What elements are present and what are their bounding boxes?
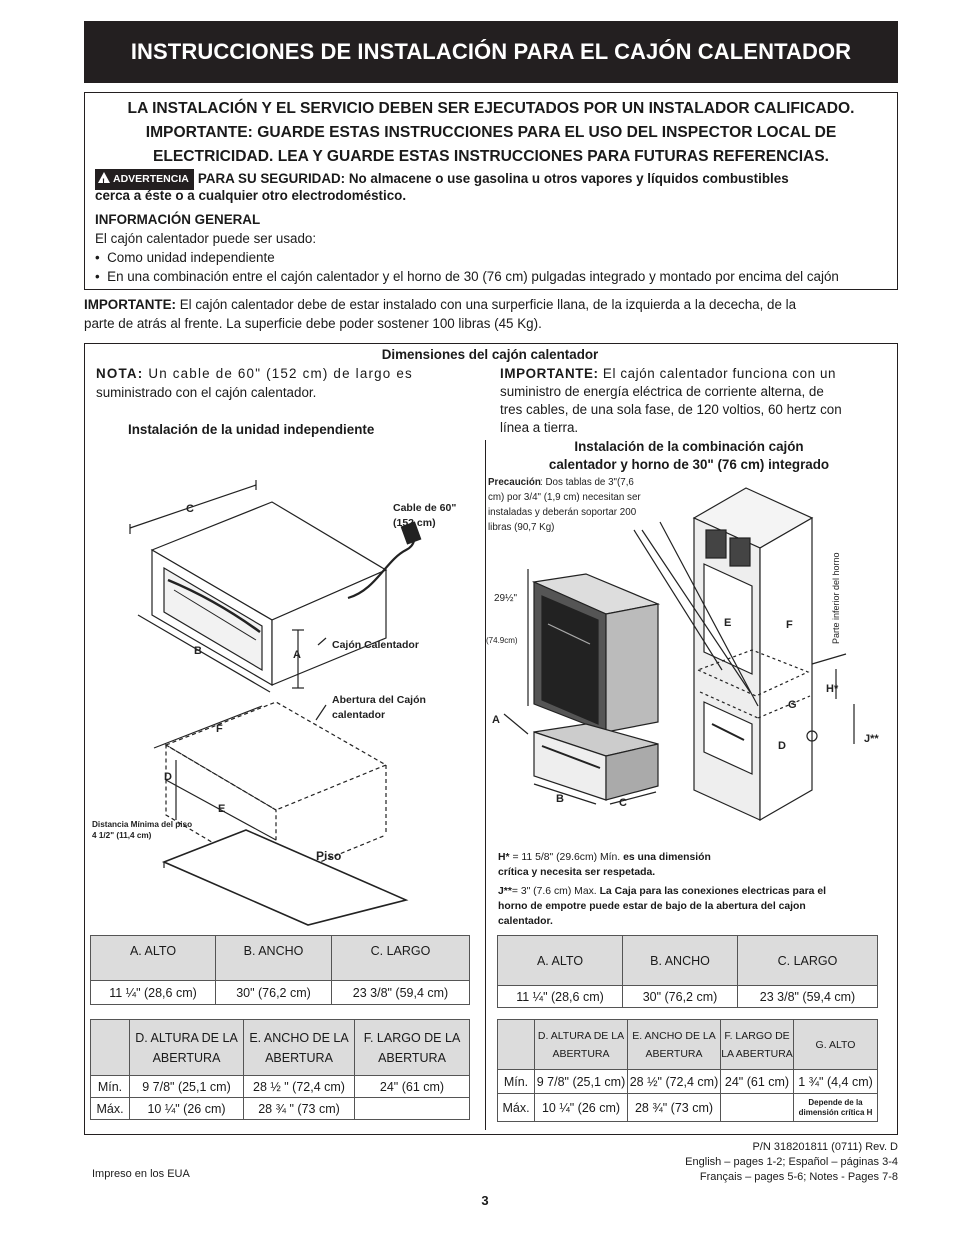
rt2-min-d: 9 7/8" (25,1 cm) xyxy=(535,1070,628,1094)
caution-text-3: instaladas y deberán soportar 200 xyxy=(488,507,637,518)
warning-badge-label: ADVERTENCIA xyxy=(113,173,189,185)
rt1-header-b: B. ANCHO xyxy=(623,936,738,986)
dimensions-title: Dimensiones del cajón calentador xyxy=(381,347,599,362)
combo-label-a: A xyxy=(492,714,500,726)
general-info-bullet-2: • En una combinación entre el cajón calentador y el horno de 30 (76 cm) pulgadas integrado y montado por encima del cajón xyxy=(95,269,839,284)
lt1-value-b: 30" (76,2 cm) xyxy=(216,981,332,1005)
rt2-max-e: 28 ¾" (73 cm) xyxy=(628,1094,721,1122)
important-paragraph-1 xyxy=(84,295,896,314)
combo-title-2: calentador y horno de 30" (76 cm) integrado xyxy=(548,457,830,472)
combo-title-1: Instalación de la combinación cajón xyxy=(574,439,804,454)
combo-label-c: C xyxy=(619,797,627,809)
height-label-1: 29½" xyxy=(494,593,518,604)
note-text-1: Un cable de 60" (152 cm) de largo es xyxy=(143,366,413,381)
cable-label-1: Cable de 60" xyxy=(393,502,457,514)
combo-label-e: E xyxy=(724,617,732,629)
drawer-label: Cajón Calentador xyxy=(332,639,419,651)
h-note-text: = 11 5/8" (29.6cm) Mín. xyxy=(509,852,624,863)
rt1-value-b: 30" (76,2 cm) xyxy=(623,986,738,1008)
label-c: C xyxy=(186,503,194,515)
footer-pn: P/N 318201811 (0711) Rev. D xyxy=(752,1141,898,1153)
rt2-min-label: Mín. xyxy=(498,1070,535,1094)
general-info-bullet-1: • Como unidad independiente xyxy=(95,250,275,265)
general-info-heading: INFORMACIÓN GENERAL xyxy=(95,212,261,227)
rt1-value-a: 11 ¼" (28,6 cm) xyxy=(498,986,623,1008)
rt2-max-f xyxy=(721,1094,794,1122)
lt2-max-e: 28 ¾ " (73 cm) xyxy=(244,1098,355,1120)
notice-line-1: LA INSTALACIÓN Y EL SERVICIO DEBEN SER EJECUTADOS POR UN INSTALADOR CALIFICADO. xyxy=(127,100,855,117)
rt2-header-e: E. ANCHO DE LA ABERTURA xyxy=(628,1020,721,1070)
rt2-header-g: G. ALTO xyxy=(794,1020,878,1070)
standalone-diagram xyxy=(86,480,482,930)
general-info-intro: El cajón calentador puede ser usado: xyxy=(95,231,317,246)
page-number: 3 xyxy=(481,1193,489,1208)
lt2-min-f: 24" (61 cm) xyxy=(355,1076,470,1098)
lt2-header-e: E. ANCHO DE LA ABERTURA xyxy=(244,1020,355,1076)
combo-label-j: J** xyxy=(864,733,879,745)
rt1-header-a: A. ALTO xyxy=(498,936,623,986)
label-e: E xyxy=(218,803,226,815)
important-elec-label: IMPORTANTE: xyxy=(500,366,599,381)
left-table-2 xyxy=(90,1019,470,1120)
cable-label-2: (152 cm) xyxy=(393,517,436,529)
lt1-value-c: 23 3/8" (59,4 cm) xyxy=(332,981,470,1005)
combo-label-g: G xyxy=(788,699,797,711)
important-elec-text-3: tres cables, de una sola fase, de 120 voltios, 60 hertz con xyxy=(500,402,842,417)
lt1-header-a: A. ALTO xyxy=(91,936,216,981)
rt2-max-g: Depende de la dimensión crítica H xyxy=(794,1094,878,1122)
j-note-label: J** xyxy=(498,886,512,897)
rt2-header-d: D. ALTURA DE LA ABERTURA xyxy=(535,1020,628,1070)
j-note-bold-1: La Caja para las conexiones electricas para el xyxy=(599,886,826,897)
lt2-corner xyxy=(91,1020,130,1076)
rt1-value-c: 23 3/8" (59,4 cm) xyxy=(738,986,878,1008)
important-elec-text-1: El cajón calentador funciona con un xyxy=(598,366,837,381)
page-title: INSTRUCCIONES DE INSTALACIÓN PARA EL CAJÓN CALENTADOR xyxy=(130,39,852,64)
combo-diagram xyxy=(486,474,894,834)
combo-label-f: F xyxy=(786,619,793,631)
note-label: NOTA: xyxy=(96,366,144,381)
rt2-min-e: 28 ½" (72,4 cm) xyxy=(628,1070,721,1094)
rt2-header-f: F. LARGO DE LA ABERTURA xyxy=(721,1020,794,1070)
notice-line-2: IMPORTANTE: GUARDE ESTAS INSTRUCCIONES PARA EL USO DEL INSPECTOR LOCAL DE xyxy=(145,124,837,141)
caution-label: Precaución xyxy=(488,477,541,488)
opening-label-2: calentador xyxy=(332,709,386,721)
important-text-2: parte de atrás al frente. La superficie debe poder sostener 100 libras (45 Kg). xyxy=(84,316,542,331)
min-dist-label-1: Distancia Mínima del piso xyxy=(92,820,193,829)
warning-text-1: PARA SU SEGURIDAD: No almacene o use gasolina u otros vapores y líquidos combustibles xyxy=(197,171,789,186)
opening-label-1: Abertura del Cajón xyxy=(332,694,426,706)
lt2-max-label: Máx. xyxy=(91,1098,130,1120)
rt2-max-d: 10 ¼" (26 cm) xyxy=(535,1094,628,1122)
floor-label: Piso xyxy=(316,849,342,863)
right-table-1 xyxy=(497,935,878,1008)
warning-triangle-icon xyxy=(98,172,110,183)
lt1-value-a: 11 ¼" (28,6 cm) xyxy=(91,981,216,1005)
lt2-min-d: 9 7/8" (25,1 cm) xyxy=(130,1076,244,1098)
lt2-header-f: F. LARGO DE LA ABERTURA xyxy=(355,1020,470,1076)
title-bar xyxy=(84,21,898,83)
h-note-bold-2: crítica y necesita ser respetada. xyxy=(498,867,656,878)
label-f: F xyxy=(216,723,223,735)
combo-label-d: D xyxy=(778,740,786,752)
important-text-1: El cajón calentador debe de estar instalado con una surperficie llana, de la izquierda a la dececha, de la xyxy=(176,297,797,312)
lt2-max-d: 10 ¼" (26 cm) xyxy=(130,1098,244,1120)
caution-text-2: cm) por 3/4" (1,9 cm) necesitan ser xyxy=(488,492,641,503)
combo-label-h: H* xyxy=(826,683,839,695)
footer-printed: Impreso en los EUA xyxy=(92,1168,190,1180)
caution-text-4: libras (90,7 Kg) xyxy=(488,522,555,533)
lt2-min-label: Mín. xyxy=(91,1076,130,1098)
footer-right xyxy=(500,1140,898,1185)
label-b: B xyxy=(194,645,202,657)
notice-box xyxy=(84,92,898,290)
j-note-text: = 3" (7.6 cm) Max. xyxy=(511,886,600,897)
combo-label-b: B xyxy=(556,793,564,805)
label-d: D xyxy=(164,771,172,783)
lt2-max-f xyxy=(355,1098,470,1120)
warning-text-2: cerca a éste o a cualquier otro electrodoméstico. xyxy=(95,188,407,203)
h-note xyxy=(498,850,878,880)
footer-lang-1: English – pages 1-2; Español – páginas 3-4 xyxy=(685,1156,898,1168)
j-note-bold-3: calentador. xyxy=(498,916,553,927)
height-label-2: (74.9cm) xyxy=(486,636,518,645)
lt1-header-c: C. LARGO xyxy=(332,936,470,981)
h-note-bold-1: es una dimensión xyxy=(623,852,711,863)
right-table-2 xyxy=(497,1019,878,1122)
important-label: IMPORTANTE: xyxy=(84,297,176,312)
rt2-corner xyxy=(498,1020,535,1070)
caution-text-1: : Dos tablas de 3"(7,6 xyxy=(540,477,634,488)
footer-lang-2: Français – pages 5-6; Notes - Pages 7-8 xyxy=(699,1171,898,1183)
standalone-title: Instalación de la unidad independiente xyxy=(128,422,375,437)
bullet-1-text: Como unidad independiente xyxy=(107,250,275,265)
min-dist-label-2: 4 1/2" (11,4 cm) xyxy=(92,831,152,840)
label-a: A xyxy=(293,649,301,661)
j-note-bold-2: horno de empotre puede estar de bajo de la abertura del cajon xyxy=(498,901,806,912)
rt2-min-f: 24" (61 cm) xyxy=(721,1070,794,1094)
j-note xyxy=(498,884,878,929)
rt1-header-c: C. LARGO xyxy=(738,936,878,986)
h-note-label: H* xyxy=(498,852,510,863)
lt1-header-b: B. ANCHO xyxy=(216,936,332,981)
note-line-1 xyxy=(96,364,476,383)
note-text-2: suministrado con el cajón calentador. xyxy=(96,385,317,400)
bullet-2-text: En una combinación entre el cajón calentador y el horno de 30 (76 cm) pulgadas integrado y montado por encima del cajón xyxy=(107,269,839,284)
important-elec-text-2: suministro de energía eléctrica de corriente alterna, de xyxy=(500,384,824,399)
rt2-max-label: Máx. xyxy=(498,1094,535,1122)
lt2-min-e: 28 ½ " (72,4 cm) xyxy=(244,1076,355,1098)
lt2-header-d: D. ALTURA DE LA ABERTURA xyxy=(130,1020,244,1076)
rt2-min-g: 1 ¾" (4,4 cm) xyxy=(794,1070,878,1094)
important-elec-text-4: línea a tierra. xyxy=(500,420,579,435)
oven-bottom-label: Parte inferior del horno xyxy=(831,552,841,644)
notice-line-3: ELECTRICIDAD. LEA Y GUARDE ESTAS INSTRUCCIONES PARA FUTURAS REFERENCIAS. xyxy=(152,148,830,165)
left-table-1 xyxy=(90,935,470,1005)
important-elec-line-1 xyxy=(500,364,836,383)
